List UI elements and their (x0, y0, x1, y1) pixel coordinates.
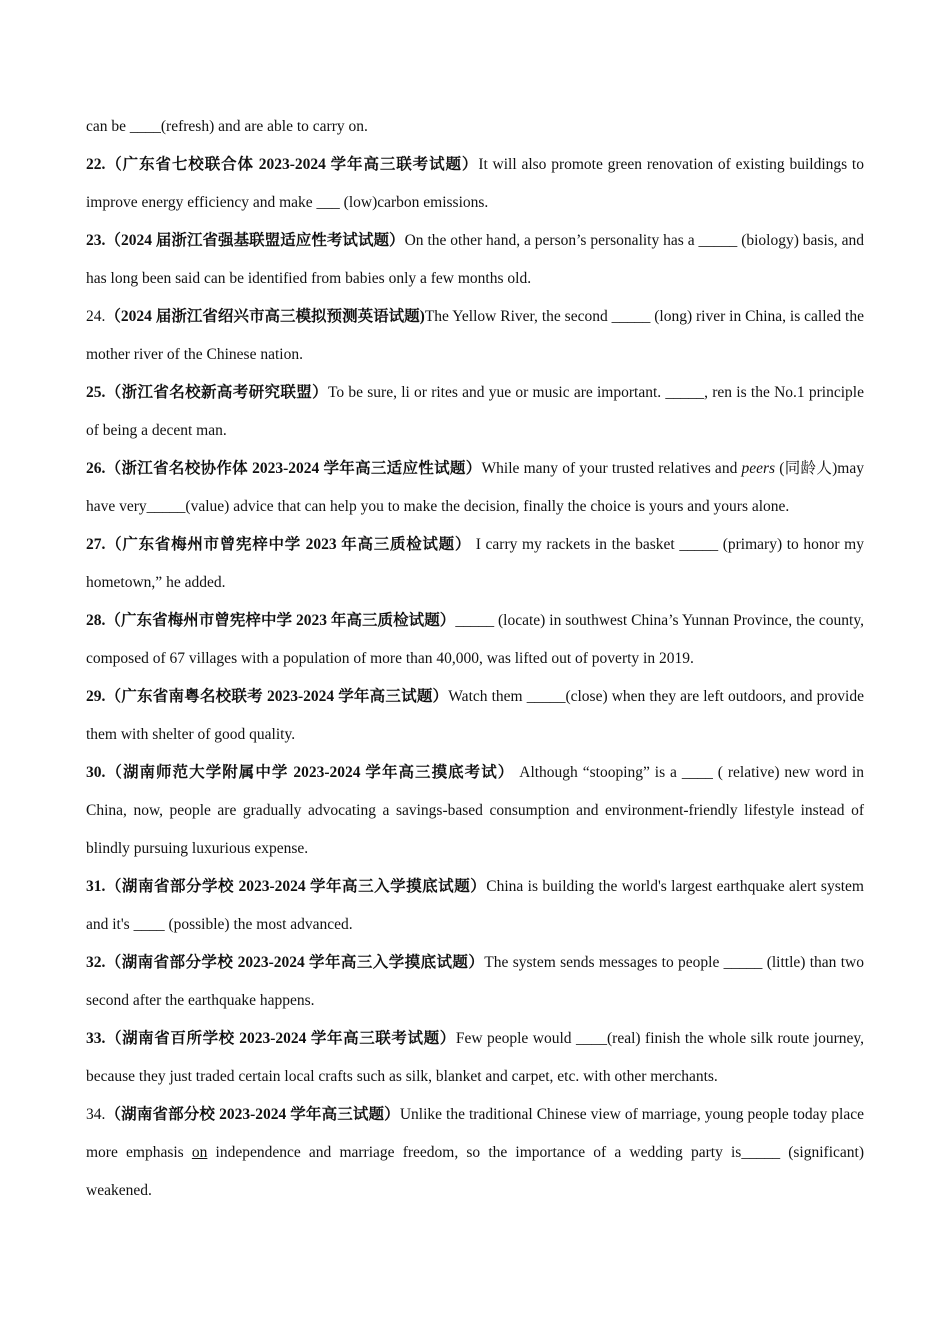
question-text: _____ (locate) in southwest China’s Yunnan Province, the county, composed of 67 villages with a population of more than 40,000, was lifted out of poverty in 2019. (86, 612, 864, 667)
question-21-continuation (86, 108, 864, 146)
question-number: 24. (86, 308, 106, 325)
question-29 (86, 678, 864, 754)
question-34 (86, 1096, 864, 1210)
question-30 (86, 754, 864, 868)
question-text: To be sure, li or rites and yue or music are important. _____, ren is the No.1 principle of being a decent man. (86, 384, 864, 439)
underlined-word: on (191, 1144, 208, 1161)
question-text: It will also promote green renovation of existing buildings to improve energy efficiency and make ___ (low)carbon emissions. (86, 156, 864, 211)
question-source: （广东省南粤名校联考 2023-2024 学年高三试题） (105, 688, 449, 705)
question-22 (86, 146, 864, 222)
italic-term: peers (741, 460, 776, 477)
question-number: 33. (86, 1030, 106, 1047)
question-text-start: While many of your trusted relatives and (481, 460, 742, 477)
question-text: (同龄人)may have very_____(value) advice that can help you to make the decision, finally the choice is yours and yours alone. (86, 460, 864, 515)
question-number: 28. (86, 612, 106, 629)
document-page (86, 108, 864, 1210)
question-text: The system sends messages to people _____ (little) than two second after the earthquake happens. (86, 954, 864, 1009)
question-number: 32. (86, 954, 106, 971)
question-number: 22. (86, 156, 106, 173)
question-number: 23. (86, 232, 106, 249)
question-source: （湖南省部分校 2023-2024 学年高三试题） (105, 1106, 400, 1123)
question-source: （浙江省名校新高考研究联盟） (105, 384, 328, 401)
question-number: 30. (86, 764, 106, 781)
question-source: （湖南师范大学附属中学 2023-2024 学年高三摸底考试） (105, 764, 515, 781)
question-source: （广东省七校联合体 2023-2024 学年高三联考试题） (105, 156, 479, 173)
question-text: Few people would ____(real) finish the whole silk route journey, because they just traded certain local crafts such as silk, blanket and carpet, etc. with other merchants. (86, 1030, 865, 1085)
question-text: Although “stooping” is a ____ ( relative) new word in China, now, people are gradually advocating a savings-based consumption and environment-friendly lifestyle instead of blindly pursuing luxurious expense. (86, 764, 864, 857)
question-number: 31. (86, 878, 106, 895)
question-source: （湖南省百所学校 2023-2024 学年高三联考试题） (105, 1030, 456, 1047)
question-number: 34. (86, 1106, 106, 1123)
question-text: can be ____(refresh) and are able to carry on. (86, 118, 368, 135)
question-24 (86, 298, 864, 374)
question-32 (86, 944, 864, 1020)
question-25 (86, 374, 864, 450)
question-27 (86, 526, 864, 602)
question-source: （湖南省部分学校 2023-2024 学年高三入学摸底试题） (105, 878, 487, 895)
question-number: 29. (86, 688, 106, 705)
question-source: （广东省梅州市曾宪梓中学 2023 年高三质检试题） (105, 612, 456, 629)
question-text-start: Unlike the traditional Chinese view of marriage, young people today place more emphasis (86, 1106, 864, 1161)
question-source: （广东省梅州市曾宪梓中学 2023 年高三质检试题） (105, 536, 472, 553)
question-26 (86, 450, 864, 526)
question-text: Watch them _____(close) when they are left outdoors, and provide them with shelter of good quality. (86, 688, 864, 743)
question-source: （湖南省部分学校 2023-2024 学年高三入学摸底试题） (105, 954, 485, 971)
question-number: 25. (86, 384, 106, 401)
question-text: I carry my rackets in the basket _____ (primary) to honor my hometown,” he added. (86, 536, 864, 591)
question-text: independence and marriage freedom, so the importance of a wedding party is_____ (significant) weakened. (86, 1144, 864, 1199)
question-number: 26. (86, 460, 106, 477)
question-number: 27. (86, 536, 106, 553)
question-text: China is building the world's largest earthquake alert system and it's ____ (possible) the most advanced. (86, 878, 864, 933)
question-text: On the other hand, a person’s personality has a _____ (biology) basis, and has long been said can be identified from babies only a few months old. (86, 232, 864, 287)
question-source: （2024 届浙江省强基联盟适应性考试试题） (105, 232, 405, 249)
question-31 (86, 868, 864, 944)
question-33 (86, 1020, 864, 1096)
question-28 (86, 602, 864, 678)
question-text: The Yellow River, the second _____ (long) river in China, is called the mother river of the Chinese nation. (86, 308, 864, 363)
question-source: （浙江省名校协作体 2023-2024 学年高三适应性试题） (105, 460, 482, 477)
question-23 (86, 222, 864, 298)
question-source: （2024 届浙江省绍兴市高三模拟预测英语试题) (105, 308, 425, 325)
